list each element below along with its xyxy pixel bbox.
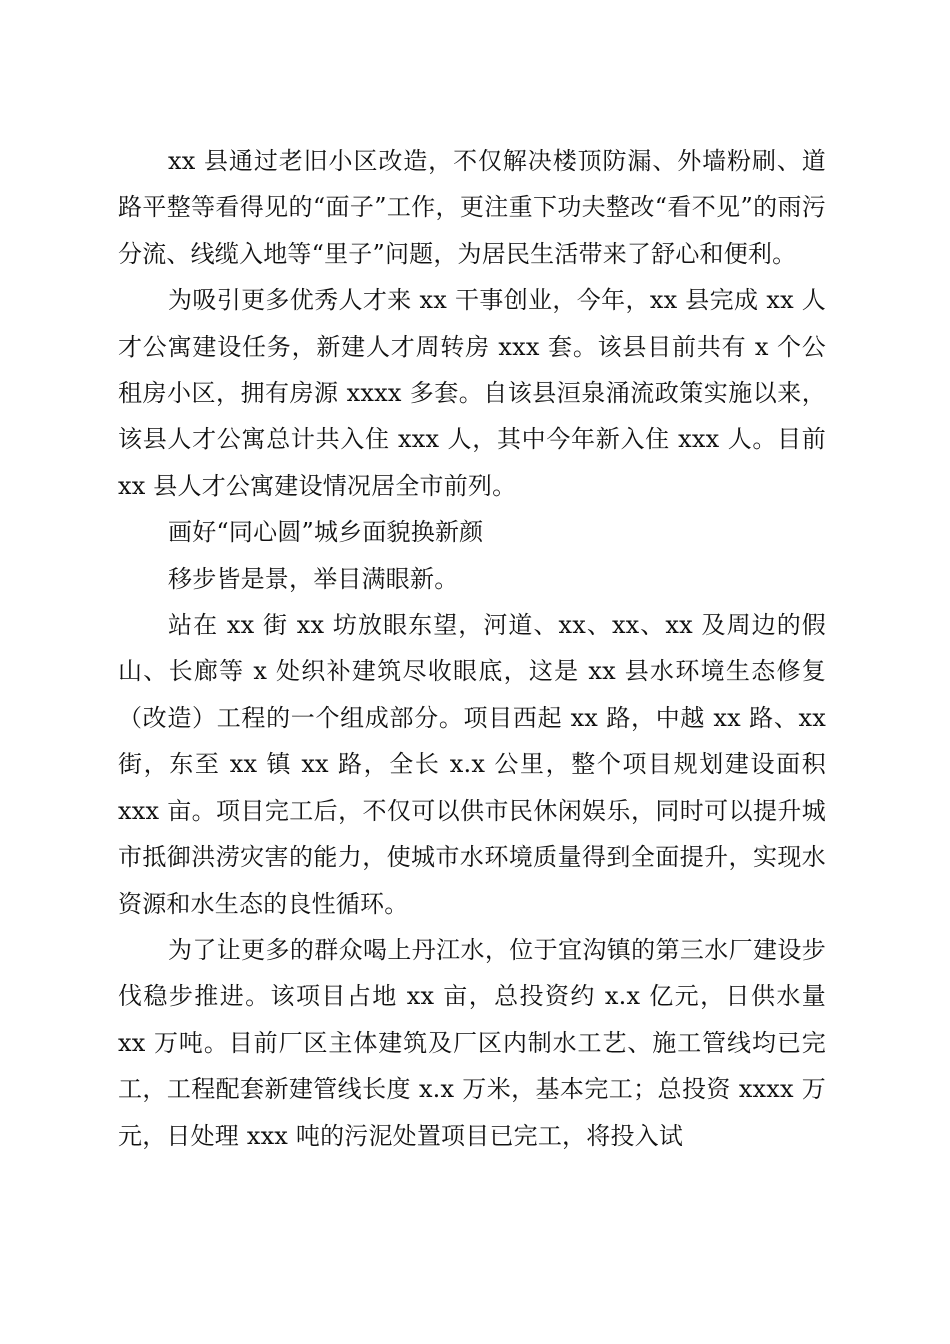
- section-heading: 画好“同心圆”城乡面貌换新颜: [168, 518, 484, 547]
- paragraph-third-water-plant: 为了让更多的群众喝上丹江水，位于宜沟镇的第三水厂建设步伐稳步推进。该项目占地 xx 亩，总投资约 x.x 亿元，日供水量 xx 万吨。目前厂区主体建筑及厂区内制水工艺、施工管线均已完工，工程配套新建管线长度 x.x 万米，基本完工；总投资 xxxx 万元，日处理 xxx 吨的污泥处置项目已完工，将投入试: [118, 935, 826, 1150]
- paragraph-old-community-renovation: xx 县通过老旧小区改造，不仅解决楼顶防漏、外墙粉刷、道路平整等看得见的“面子”工作，更注重下功夫整改“看不见”的雨污分流、线缆入地等“里子”问题，为居民生活带来了舒心和便利。: [118, 147, 826, 268]
- paragraph-talent-apartments: 为吸引更多优秀人才来 xx 干事创业，今年，xx 县完成 xx 人才公寓建设任务，新建人才周转房 xxx 套。该县目前共有 x 个公租房小区，拥有房源 xxxx 多套。自该县洹泉涌流政策实施以来，该县人才公寓总计共入住 xxx 人，其中今年新入住 xxx 人。目前 xx 县人才公寓建设情况居全市前列。: [118, 286, 826, 500]
- document-body: [118, 138, 826, 1159]
- paragraph-scenery-line: 移步皆是景，举目满眼新。: [168, 564, 459, 593]
- paragraph-water-environment-project: 站在 xx 街 xx 坊放眼东望，河道、xx、xx、xx 及周边的假山、长廊等 x 处织补建筑尽收眼底，这是 xx 县水环境生态修复（改造）工程的一个组成部分。项目西起 xx 路，中越 xx 路、xx 街，东至 xx 镇 xx 路，全长 x.x 公里，整个项目规划建设面积 xxx 亩。项目完工后，不仅可以供市民休闲娱乐，同时可以提升城市抵御洪涝灾害的能力，使城市水环境质量得到全面提升，实现水资源和水生态的良性循环。: [118, 611, 826, 918]
